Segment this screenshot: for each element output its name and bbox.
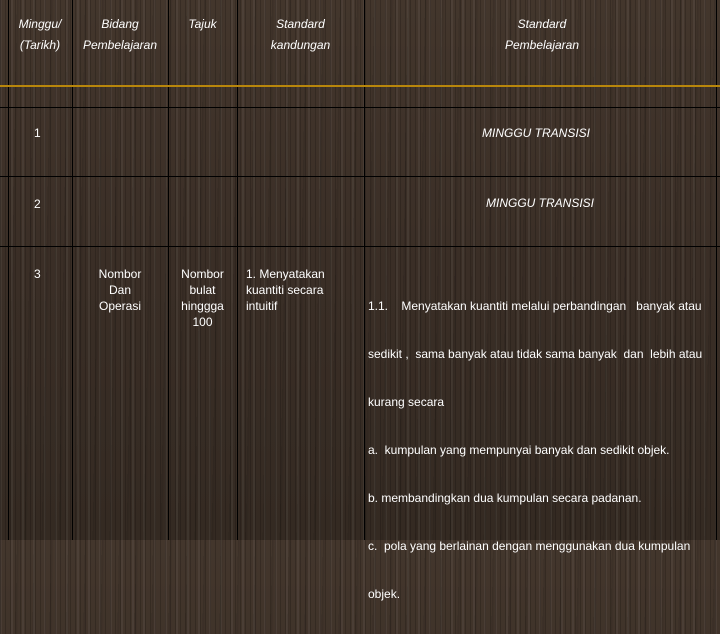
row-week: 1: [34, 126, 41, 140]
header-content-standard: Standard kandungan: [270, 17, 331, 52]
grid-line: [716, 0, 717, 540]
row-title: Nombor bulat hinggga 100: [181, 267, 224, 329]
header-learning-standard: Standard Pembelajaran: [504, 17, 580, 52]
transition-label: MINGGU TRANSISI: [482, 126, 591, 140]
grid-line: [0, 176, 720, 177]
row-week: 3: [34, 267, 41, 281]
grid-line: [8, 0, 9, 540]
header-field: Bidang Pembelajaran: [82, 17, 158, 52]
grid-line: [0, 246, 720, 247]
row-learning-standard: 1.1. Menyatakan kuantiti melalui perbandingan banyak atau sedikit , sama banyak atau tidak sama banyak dan lebih atau kurang secara a. kumpulan yang mempunyai banyak dan sedikit objek. b. membandingkan dua kumpulan secara padanan. c. pola yang berlainan dengan menggunakan dua kumpulan objek.: [368, 299, 703, 601]
grid-line: [364, 0, 365, 540]
transition-label: MINGGU TRANSISI: [486, 196, 595, 210]
grid-line: [237, 0, 238, 540]
header-title: Tajuk: [188, 17, 217, 31]
header-rule: [0, 85, 720, 87]
row-week: 2: [34, 197, 41, 211]
grid-line: [0, 107, 720, 108]
header-week: Minggu/ (Tarikh): [18, 17, 62, 52]
row-field: Nombor Dan Operasi: [98, 267, 142, 313]
row-content-standard: 1. Menyatakan kuantiti secara intuitif: [246, 267, 325, 313]
